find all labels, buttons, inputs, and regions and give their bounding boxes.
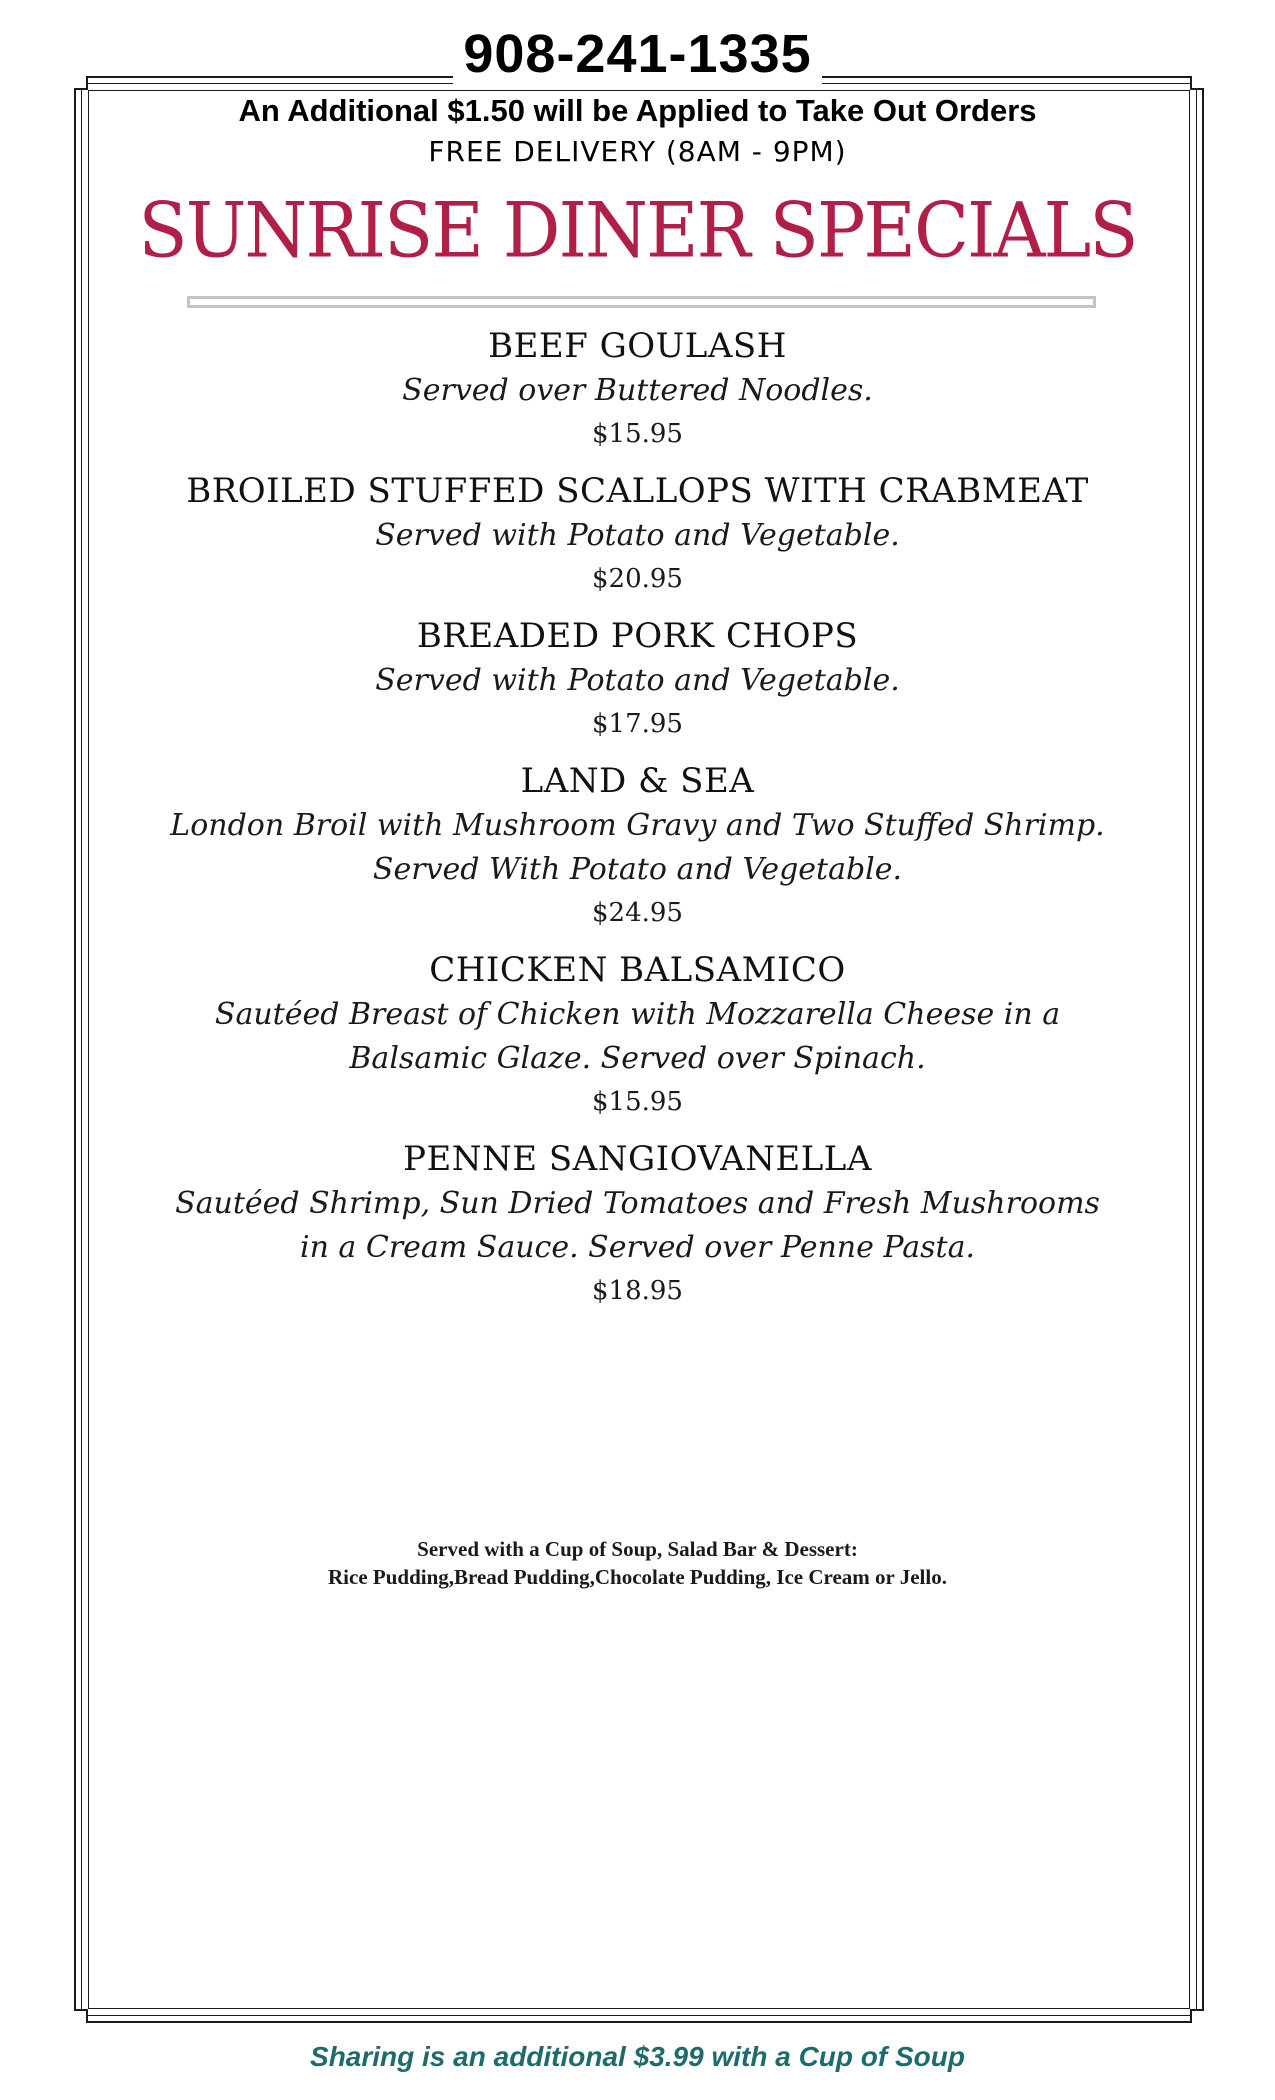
menu-item-price: $24.95	[592, 898, 683, 928]
menu-item-broiled-stuffed-scallops	[150, 469, 1125, 600]
menu-item-price: $17.95	[592, 709, 683, 739]
menu-item-description: Served over Buttered Noodles.	[402, 373, 873, 408]
border-corner-bottom-right	[1190, 2009, 1204, 2023]
served-with-note	[0, 1535, 1275, 1591]
menu-item-chicken-balsamico	[150, 948, 1125, 1123]
menu-item-price: $18.95	[592, 1276, 683, 1306]
menu-item-description: Sautéed Shrimp, Sun Dried Tomatoes and Fresh Mushrooms in a Cream Sauce. Served over Penne Pasta.	[175, 1186, 1100, 1265]
menu-item-name: BROILED STUFFED SCALLOPS WITH CRABMEAT	[186, 471, 1089, 511]
menu-item-breaded-pork-chops	[150, 614, 1125, 745]
page-title: SUNRISE DINER SPECIALS	[138, 185, 1137, 275]
menu-item-name: PENNE SANGIOVANELLA	[403, 1139, 872, 1179]
menu-item-description: London Broil with Mushroom Gravy and Two Stuffed Shrimp. Served With Potato and Vegetable.	[170, 808, 1105, 887]
menu-item-name: CHICKEN BALSAMICO	[429, 950, 846, 990]
menu-item-price: $20.95	[592, 564, 683, 594]
menu-item-description: Served with Potato and Vegetable.	[375, 663, 900, 698]
menu-item-description: Sautéed Breast of Chicken with Mozzarella Cheese in a Balsamic Glaze. Served over Spinach.	[214, 997, 1061, 1076]
menu-item-beef-goulash	[150, 324, 1125, 455]
menu-item-price: $15.95	[592, 1087, 683, 1117]
phone-number: 908-241-1335	[0, 24, 1275, 84]
sharing-note: Sharing is an additional $3.99 with a Cup of Soup	[310, 2041, 965, 2072]
menu-item-name: BEEF GOULASH	[488, 326, 787, 366]
menu-item-penne-sangiovanella	[150, 1137, 1125, 1312]
delivery-note: FREE DELIVERY (8AM - 9PM)	[428, 135, 847, 168]
specials-menu	[150, 324, 1125, 1326]
menu-item-name: BREADED PORK CHOPS	[416, 616, 859, 656]
served-with-line-1: Served with a Cup of Soup, Salad Bar & Dessert:	[417, 1537, 858, 1561]
menu-item-land-and-sea	[150, 759, 1125, 934]
served-with-line-2: Rice Pudding,Bread Pudding,Chocolate Pudding, Ice Cream or Jello.	[328, 1565, 947, 1589]
border-corner-bottom-left	[74, 2009, 88, 2023]
takeout-note: An Additional $1.50 will be Applied to Take Out Orders	[238, 93, 1037, 128]
menu-item-description: Served with Potato and Vegetable.	[375, 518, 900, 553]
menu-item-price: $15.95	[592, 419, 683, 449]
title-divider	[187, 296, 1096, 308]
menu-item-name: LAND & SEA	[520, 761, 755, 801]
